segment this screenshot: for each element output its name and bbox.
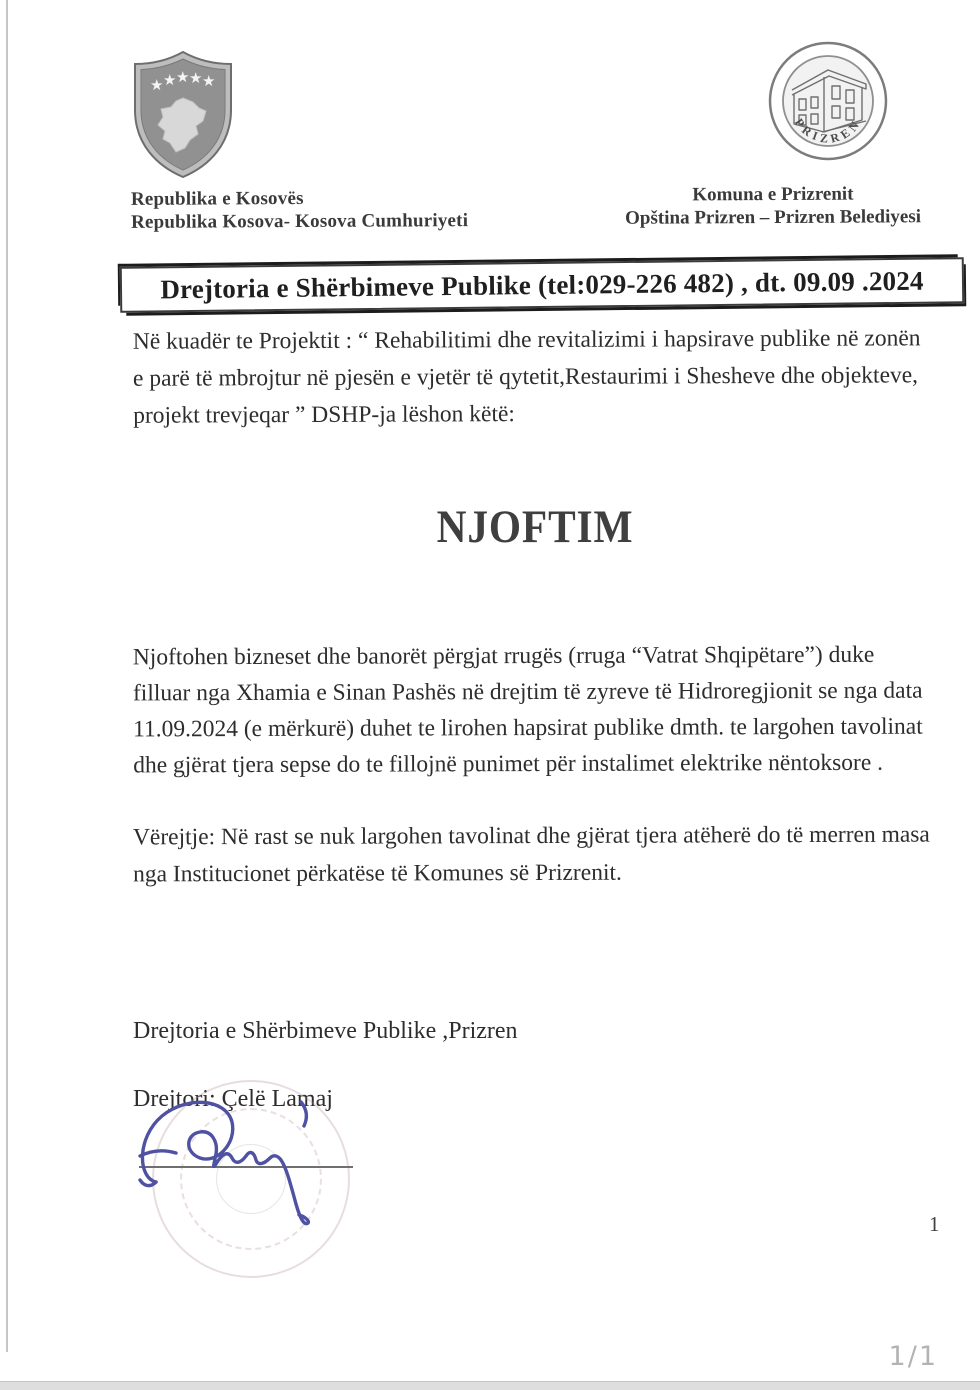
notice-title: NJOFTIM (436, 501, 634, 553)
directorate-title: Drejtoria e Shërbimeve Publike (tel:029-226 482) , dt. 09.09 .2024 (160, 265, 924, 304)
svg-text:★: ★ (189, 69, 203, 87)
republic-header (131, 186, 468, 234)
seal-label: PRIZREN (791, 115, 865, 146)
municipality-name-sr-tr: Opština Prizren – Prizren Belediyesi (625, 206, 922, 229)
intro-paragraph: Në kuadër te Projektit : “ Rehabilitimi dhe revitalizimi i hapsirave publike në zonën e parë të mbrojtur në pjesën e vjetër të qytetit,Restaurimi i Shesheve dhe objekteve, projekt trevjeqar ” DSHP-ja lëshon këtë: (132, 325, 921, 429)
scan-edge-artifact (6, 0, 8, 1352)
viewer-bottom-strip (0, 1381, 980, 1390)
notice-body-paragraph: Njoftohen bizneset dhe banorët përgjat rrugës (rruga “Vatrat Shqipëtare”) duke filluar nga Xhamia e Sinan Pashës në drejtim të zyreve të Hidroregjionit se nga data 11.09.2024 (e mërkurë) duhet te lirohen hapsirat publike dmth. te largohen tavolinat dhe gjërat tjera sepse do te fillojnë punimet për instalimet elektrike nëntoksore . (132, 641, 923, 779)
svg-text:★: ★ (176, 68, 190, 86)
warning-paragraph: Vërejtje: Në rast se nuk largohen tavolinat dhe gjërat tjera atëherë do të merren masa nga Institucionet përkatëse të Komunes së Prizrenit. (132, 821, 930, 888)
municipality-name-sq: Komuna e Prizrenit (692, 183, 854, 206)
prizren-seal-icon (766, 40, 890, 164)
closing-department: Drejtoria e Shërbimeve Publike ,Prizren (133, 1018, 518, 1044)
republic-name-sq: Republika e Kosovës (130, 187, 304, 210)
directorate-title-box (120, 257, 964, 313)
municipality-header (602, 182, 944, 230)
republic-name-sr-tr: Republika Kosova- Kosova Cumhuriyeti (131, 210, 469, 233)
kosovo-coat-of-arms-icon (127, 48, 239, 182)
closing-director: Drejtori: Çelë Lamaj (133, 1086, 333, 1112)
page-number: 1 (929, 1212, 940, 1236)
svg-text:★: ★ (150, 76, 164, 94)
viewer-page-indicator: 1/1 (888, 1341, 938, 1372)
signature-scribble-icon (120, 1090, 400, 1240)
svg-text:★: ★ (163, 71, 177, 89)
svg-text:★: ★ (202, 72, 216, 90)
